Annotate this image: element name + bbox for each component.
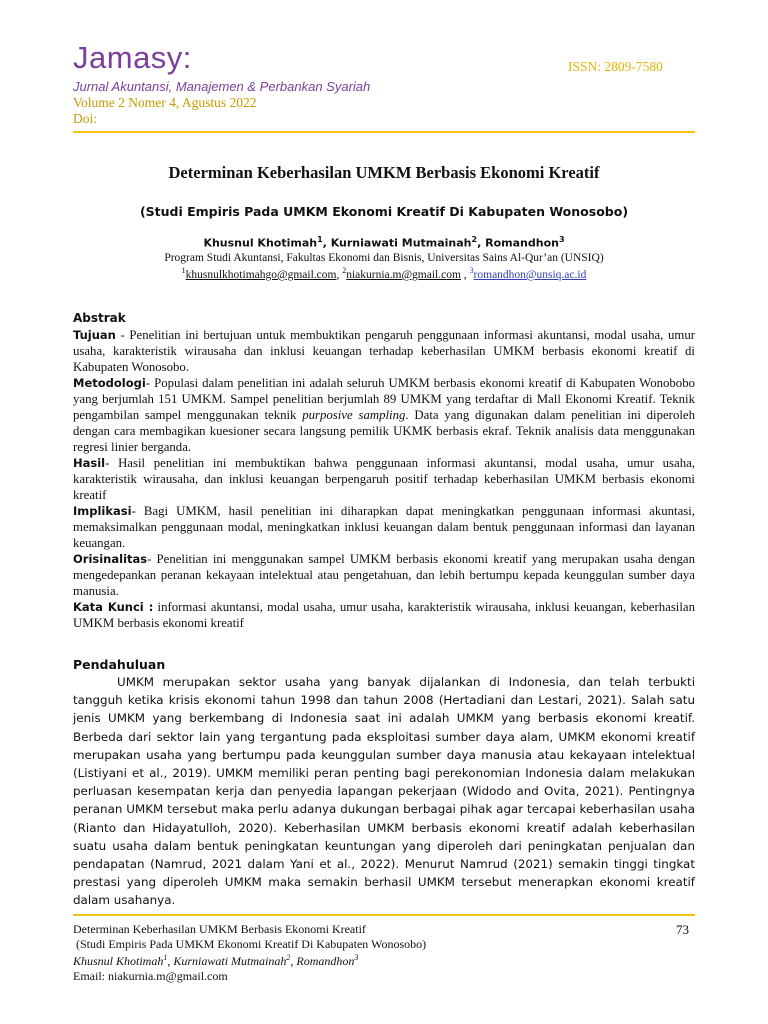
header-divider	[73, 131, 695, 133]
abstract-section	[73, 327, 695, 375]
article-title: Determinan Keberhasilan UMKM Berbasis Ekonomi Kreatif	[168, 163, 600, 182]
section-separator: -	[145, 376, 155, 390]
abstract-section	[73, 551, 695, 599]
body-paragraph: UMKM merupakan sektor usaha yang banyak dijalankan di Indonesia, dan telah terbukti tangguh ketika krisis ekonomi tahun 1998 dan tahun 2008 (Hertadiani dan Lestari, 2021). Salah satu jenis UMKM yang berkembang di Indonesia saat ini adalah UMKM yang berbasis ekonomi kreatif. Berbeda dari sektor lain yang tergantung pada eksploitasi sumber daya alam, UMKM ekonomi kreatif merupakan usaha yang bertumpu pada keunggulan sumber daya manusia atau kekayaan intelektual (Listiyani et al., 2019). UMKM memiliki peran penting bagi perekonomian Indonesia dalam melakukan perluasan kesempatan kerja dan penyedia lapangan pekerjaan (Widodo and Ovita, 2021). Pentingnya peranan UMKM tersebut maka perlu adanya dukungan berbagai pihak agar tercapai keberhasilan usaha (Rianto dan Hidayatulloh, 2020). Keberhasilan UMKM berbasis ekonomi kreatif adalah keberhasilan suatu usaha dalam bentuk peningkatan keuntungan yang diperoleh dari peningkatan penjualan dan pendapatan (Namrud, 2021 dalam Yani et al., 2022). Menurut Namrud (2021) semakin tinggi tingkat prestasi yang diperoleh UMKM maka semakin berhasil UMKM tersebut menerapkan ekonomi kreatif dalam usahanya.	[73, 675, 695, 908]
section-label: Kata Kunci :	[73, 600, 154, 614]
section-italic-term: purposive sampling	[302, 408, 406, 422]
section-text: Penelitian ini bertujuan untuk membuktikan pengaruh penggunaan informasi akuntansi, modal usaha, umur usaha, karakteristik wirausaha dan inklusi keuangan terhadap keberhasilan UMKM berbasis ekonomi kreatif di Kabupaten Wonosobo.	[73, 328, 695, 374]
section-label: Orisinalitas	[73, 552, 148, 566]
abstract-section	[73, 375, 695, 455]
footer-email: Email: niakurnia.m@gmail.com	[73, 968, 228, 983]
author-name: Khusnul Khotimah	[73, 954, 164, 968]
footer-subtitle: (Studi Empiris Pada UMKM Ekonomi Kreatif Di Kabupaten Wonosobo)	[73, 936, 427, 951]
section-separator: -	[147, 552, 157, 566]
abstract-section	[73, 455, 695, 503]
section-separator: -	[105, 456, 119, 470]
journal-title: Jamasy:	[73, 40, 192, 75]
abstract-heading: Abstrak	[73, 311, 126, 325]
footer-title: Determinan Keberhasilan UMKM Berbasis Ekonomi Kreatif	[73, 922, 366, 936]
abstract-keywords	[73, 599, 695, 631]
section-label: Hasil	[73, 456, 106, 470]
author-list	[0, 235, 768, 250]
section-text: Penelitian ini menggunakan sampel UMKM berbasis ekonomi kreatif yang merupakan usaha dengan mengedepankan peranan kekayaan intelektual atau pengetahuan, dan lebih bertumpu kepada keunggulan sumber daya manusia.	[73, 552, 695, 598]
section-heading: Pendahuluan	[73, 657, 166, 672]
author-emails: $^1$khusnulkhotimahgo@gmail.com, $^2$niakurnia.m@gmail.com , $^3$romandhon@unsiq.ac.id	[181, 266, 587, 281]
author-separator: ,	[477, 236, 486, 250]
author-name: Romandhon	[296, 954, 355, 968]
section-text: Bagi UMKM, hasil penelitian ini diharapkan dapat meningkatkan penggunaan informasi akuntasi, memaksimalkan penggunaan modal, meningkatkan inklusi keuangan dalam bentuk penggunaan informasi dan layanan keuangan.	[73, 504, 695, 550]
section-text: Populasi dalam penelitian ini adalah seluruh UMKM berbasis ekonomi kreatif di Kabupaten Wonobobo yang berjumlah 151 UMKM. Sampel penelitian berjumlah 89 UMKM yang terdaftar di Mall Ekonomi Kreatif. Teknik pengambilan sampel menggunakan teknik	[73, 376, 695, 422]
section-text: informasi akuntansi, modal usaha, umur usaha, karakteristik wirausaha, inklusi keuangan, keberhasilan UMKM berbasis ekonomi kreatif	[73, 600, 695, 630]
author-sup: 2	[286, 953, 291, 962]
author-sup: 1	[317, 235, 323, 244]
email-link[interactable]: niakurnia.m@gmail.com	[346, 268, 461, 281]
section-label: Metodologi	[73, 376, 146, 390]
section-label: Implikasi	[73, 504, 132, 518]
journal-subtitle: Jurnal Akuntansi, Manajemen & Perbankan Syariah	[73, 79, 371, 94]
author-separator: ,	[322, 236, 331, 250]
author-name: Romandhon	[485, 236, 559, 250]
footer-divider	[73, 914, 695, 916]
affiliation: Program Studi Akuntansi, Fakultas Ekonomi dan Bisnis, Universitas Sains Al-Qur’an (UNSIQ)	[164, 252, 604, 264]
article-subtitle: (Studi Empiris Pada UMKM Ekonomi Kreatif Di Kabupaten Wonosobo)	[139, 204, 629, 219]
email-link[interactable]: romandhon@unsiq.ac.id	[473, 268, 587, 281]
author-name: Kurniawati Mutmainah	[173, 954, 287, 968]
section-text: Hasil penelitian ini membuktikan bahwa penggunaan informasi akuntansi, modal usaha, umur usaha, karakteristik wirausaha, dan inklusi keuangan berpengaruh positif terhadap keberhasilan UMKM berbasis ekonomi kreatif	[73, 456, 695, 502]
author-sup: 3	[558, 235, 565, 244]
author-sup: 1	[163, 953, 168, 962]
author-separator: ,	[167, 954, 174, 968]
author-name: Khusnul Khotimah	[203, 236, 318, 250]
journal-doi: Doi:	[73, 111, 98, 126]
author-sup: 2	[471, 235, 478, 244]
author-separator: ,	[290, 954, 297, 968]
footer-authors	[73, 951, 426, 969]
email-sup: 1	[181, 266, 186, 275]
author-sup: 3	[354, 953, 359, 962]
email-sup: 3	[469, 266, 474, 275]
author-name: Kurniawati Mutmainah	[330, 236, 472, 250]
email-link[interactable]: khusnulkhotimahgo@gmail.com	[185, 268, 337, 281]
abstract	[73, 310, 695, 631]
section-text: . Data yang digunakan dalam penelitian ini diperoleh dengan cara membagikan kuesioner secara langsung pemilik UKMK berbasis ekraf. Teknik analisis data menggunakan regresi linier berganda.	[73, 408, 695, 454]
section-separator: -	[131, 504, 144, 518]
section-separator: -	[115, 328, 130, 342]
email-sup: 2	[342, 266, 347, 275]
page-footer	[73, 922, 426, 983]
page-number: 73	[676, 922, 689, 937]
abstract-section	[73, 503, 695, 551]
section-label: Tujuan	[73, 328, 116, 342]
issn: ISSN: 2809-7580	[568, 59, 663, 74]
journal-volume: Volume 2 Nomer 4, Agustus 2022	[73, 95, 257, 110]
